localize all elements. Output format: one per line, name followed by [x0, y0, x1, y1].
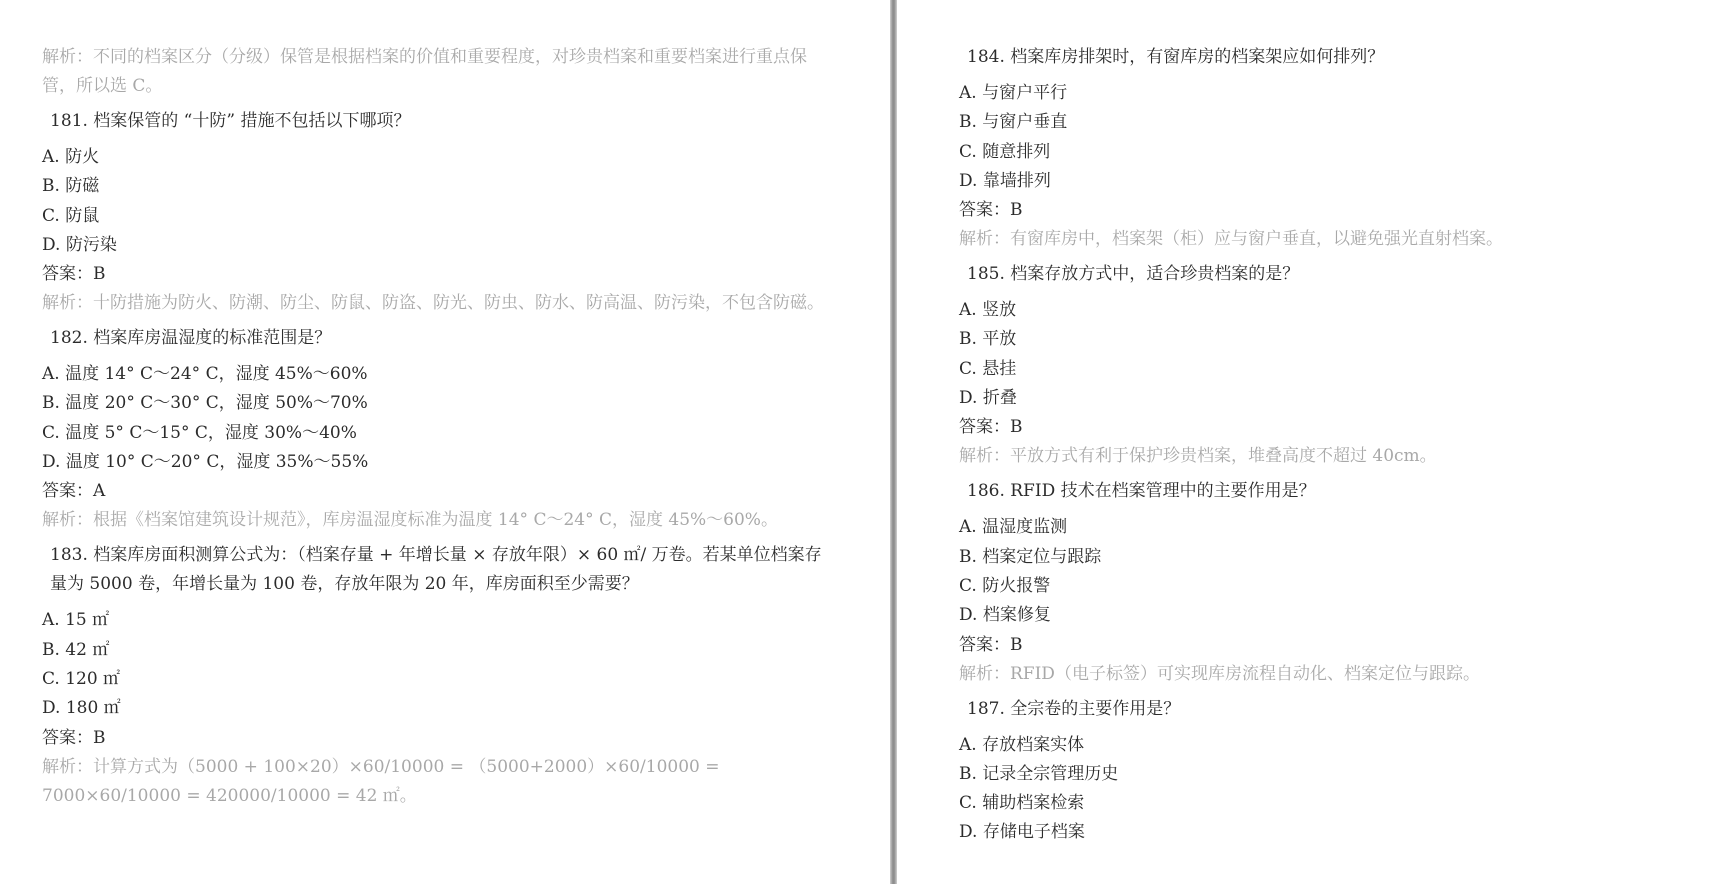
option-a: A. 防火 [42, 147, 100, 167]
option-b: B. 温度 20° C～30° C，湿度 50%～70% [42, 393, 368, 414]
question-183 [42, 541, 890, 810]
analysis-line-1: 解析：计算方式为（5000 + 100×20）×60/10000 = （5000+2000）×60/10000 = [42, 756, 720, 777]
option-d: D. 靠墙排列 [959, 170, 1051, 191]
option-c: C. 120 ㎡ [42, 668, 121, 689]
analysis-line-2: 7000×60/10000 = 420000/10000 = 42 ㎡。 [42, 785, 417, 806]
right-page [897, 0, 1720, 884]
option-a: A. 存放档案实体 [959, 734, 1085, 755]
option-a: A. 与窗户平行 [959, 83, 1068, 103]
option-d: D. 折叠 [959, 388, 1017, 409]
answer: 答案：B [42, 727, 106, 748]
question-184 [959, 43, 1720, 254]
option-b: B. 与窗户垂直 [959, 112, 1068, 133]
question-183-text: 183. 档案库房面积测算公式为：（档案存量 + 年增长量 × 存放年限）× 60 ㎡/ 万卷。若某单位档案存量为 5000 卷，年增长量为 100 卷，存放年限为 20 年，库房面积至少需要？ [50, 545, 822, 595]
analysis: 解析：十防措施为防火、防潮、防尘、防鼠、防盗、防光、防虫、防水、防高温、防污染，不包含防磁。 [42, 293, 824, 314]
question-181 [42, 107, 890, 318]
option-a: A. 15 ㎡ [42, 610, 110, 631]
option-d: D. 存储电子档案 [959, 822, 1085, 843]
option-b: B. 防磁 [42, 176, 100, 197]
answer: 答案：B [959, 417, 1023, 438]
option-d: D. 180 ㎡ [42, 698, 121, 719]
question-187-text: 187. 全宗卷的主要作用是？ [967, 698, 1181, 719]
answer: 答案：A [42, 481, 106, 502]
analysis: 解析：RFID（电子标签）可实现库房流程自动化、档案定位与跟踪。 [959, 663, 1480, 684]
option-b: B. 档案定位与跟踪 [959, 546, 1102, 567]
option-a: A. 温度 14° C～24° C，湿度 45%～60% [42, 364, 368, 385]
option-c: C. 温度 5° C～15° C，湿度 30%～40% [42, 422, 357, 443]
answer: 答案：B [959, 634, 1023, 655]
question-185 [959, 260, 1720, 471]
question-187 [959, 695, 1720, 848]
option-d: D. 档案修复 [959, 605, 1051, 626]
option-d: D. 温度 10° C～20° C，湿度 35%～55% [42, 452, 369, 473]
option-b: B. 平放 [959, 329, 1017, 350]
question-181-text: 181. 档案保管的 “十防” 措施不包括以下哪项？ [50, 111, 411, 131]
option-a: A. 竖放 [959, 300, 1017, 321]
analysis: 解析：平放方式有利于保护珍贵档案，堆叠高度不超过 40cm。 [959, 446, 1437, 467]
option-c: C. 随意排列 [959, 141, 1051, 162]
question-186-text: 186. RFID 技术在档案管理中的主要作用是？ [967, 481, 1316, 502]
analysis: 解析：有窗库房中，档案架（柜）应与窗户垂直，以避免强光直射档案。 [959, 229, 1503, 250]
answer: 答案：B [42, 264, 106, 285]
intro-analysis: 解析：不同的档案区分（分级）保管是根据档案的价值和重要程度，对珍贵档案和重要档案进行重点保管，所以选 C。 [42, 47, 807, 96]
option-a: A. 温湿度监测 [959, 517, 1068, 538]
option-c: C. 悬挂 [959, 358, 1017, 379]
question-185-text: 185. 档案存放方式中，适合珍贵档案的是？ [967, 264, 1300, 285]
question-182-text: 182. 档案库房温湿度的标准范围是？ [50, 328, 332, 349]
analysis: 解析：根据《档案馆建筑设计规范》，库房温湿度标准为温度 14° C～24° C，湿度 45%～60%。 [42, 510, 778, 531]
option-b: B. 42 ㎡ [42, 639, 110, 660]
question-182 [42, 324, 890, 535]
option-c: C. 防火报警 [959, 575, 1051, 596]
option-c: C. 防鼠 [42, 205, 100, 226]
question-184-text: 184. 档案库房排架时，有窗库房的档案架应如何排列？ [967, 47, 1385, 67]
page-divider [890, 0, 897, 884]
answer: 答案：B [959, 200, 1023, 221]
question-186 [959, 477, 1720, 688]
option-d: D. 防污染 [42, 234, 117, 255]
option-b: B. 记录全宗管理历史 [959, 763, 1119, 784]
option-c: C. 辅助档案检索 [959, 793, 1085, 814]
